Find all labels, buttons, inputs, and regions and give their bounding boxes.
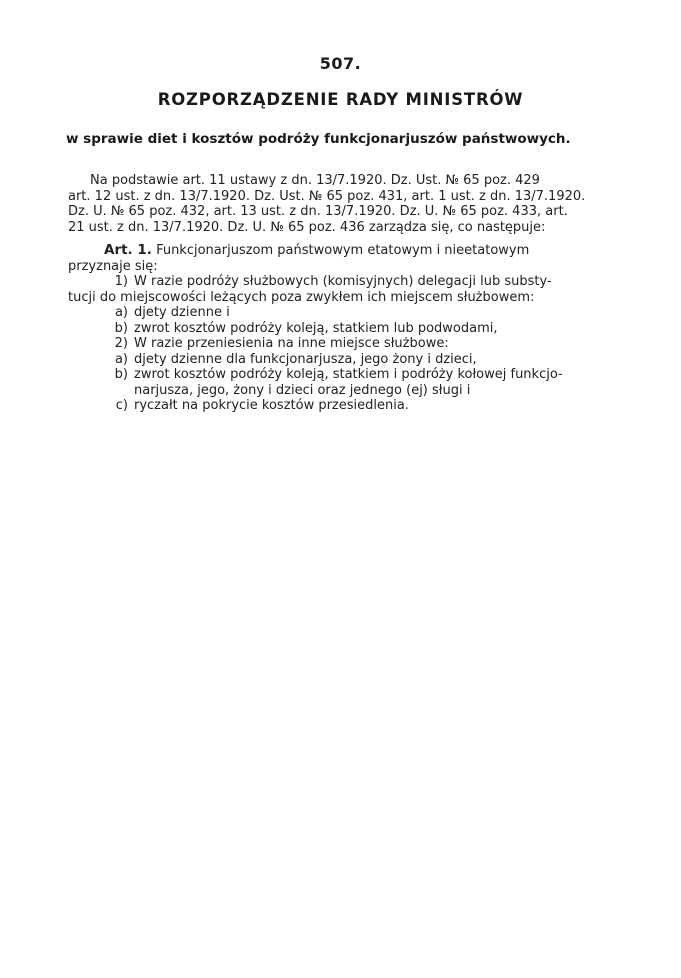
point-1a-text: djety dzienne i [134, 305, 230, 320]
article-1 [68, 243, 628, 414]
preamble-line-1: Na podstawie art. 11 ustawy z dn. 13/7.1920. Dz. Ust. № 65 poz. 429 [90, 173, 540, 188]
article-intro-1: Funkcjonarjuszom państwowym etatowym i nieetatowym [156, 243, 530, 258]
point-2b-text-2: narjusza, jego, żony i dzieci oraz jednego (ej) sługi i [134, 382, 471, 398]
point-1-text-2: tucji do miejscowości leżących poza zwykłem ich miejscem służbowem: [68, 289, 535, 305]
point-2c-text: ryczałt na pokrycie kosztów przesiedlenia. [134, 398, 409, 413]
point-2b-label: b) [114, 367, 128, 382]
point-2a-text: djety dzienne dla funkcjonarjusza, jego żony i dzieci, [134, 351, 477, 367]
point-2-label: 2) [114, 336, 128, 351]
point-1-text-1: W razie podróży służbowych (komisyjnych) delegacji lub substy- [134, 274, 552, 289]
document-number: 507. [319, 54, 362, 73]
document-subtitle: w sprawie diet i kosztów podróży funkcjonarjuszów państwowych. [66, 131, 571, 147]
preamble-line-4: 21 ust. z dn. 13/7.1920. Dz. U. № 65 poz. 436 zarządza się, co następuje: [68, 219, 546, 235]
point-1b-label: b) [114, 320, 128, 336]
point-1a-label: a) [114, 305, 128, 320]
point-1b-text: zwrot kosztów podróży koleją, statkiem lub podwodami, [134, 320, 498, 336]
preamble-line-3: Dz. U. № 65 poz. 432, art. 13 ust. z dn. 13/7.1920. Dz. U. № 65 poz. 433, art. [68, 204, 568, 219]
point-1-label: 1) [114, 274, 128, 289]
point-2b-text-1: zwrot kosztów podróży koleją, statkiem i podróży kołowej funkcjo- [134, 367, 563, 382]
article-label: Art. 1. [104, 242, 152, 258]
preamble-paragraph [68, 173, 628, 235]
point-2-text: W razie przeniesienia na inne miejsce służbowe: [134, 336, 449, 351]
point-2c-label: c) [115, 398, 128, 413]
preamble-line-2: art. 12 ust. z dn. 13/7.1920. Dz. Ust. № 65 poz. 431, art. 1 ust. z dn. 13/7.1920. [68, 188, 586, 204]
document-title: ROZPORZĄDZENIE RADY MINISTRÓW [157, 90, 524, 109]
point-2a-label: a) [114, 351, 128, 367]
article-intro-2: przyznaje się: [68, 258, 158, 274]
